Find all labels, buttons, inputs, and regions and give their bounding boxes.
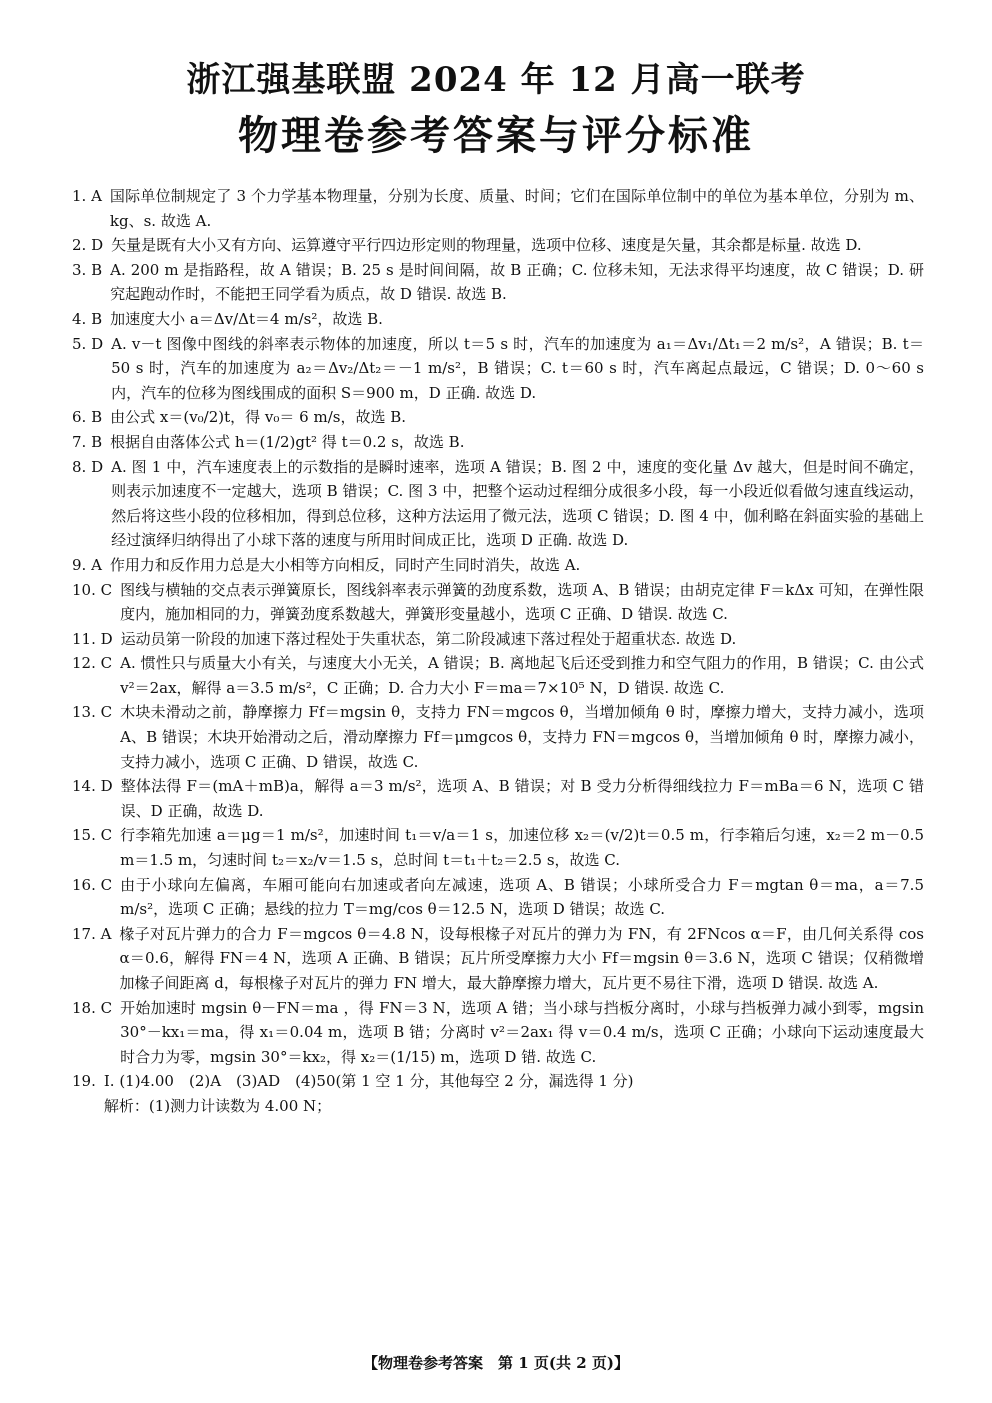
answer-item [72, 627, 924, 652]
explanation-line: 矢量是既有大小又有方向、运算遵守平行四边形定则的物理量，选项中位移、速度是矢量，其余都是标量. 故选 D. [111, 236, 862, 255]
answer-number: 17. A [72, 924, 112, 943]
explanation-line: 根据自由落体公式 h＝(1/2)gt² 得 t＝0.2 s，故选 B. [110, 432, 465, 451]
answer-explanation [120, 823, 924, 872]
answer-number: 4. B [72, 309, 103, 328]
explanation-line: 木块未滑动之前，静摩擦力 Ff＝mgsin θ，支持力 FN＝mgcos θ，当增加倾角 θ 时，摩擦力增大，支持力减小，选项 A、B 错误；木块开始滑动之后，滑动摩擦力 Ff＝μmgcos θ，支持力 FN＝mgcos θ，当增加倾角 θ 时，摩擦力减小，支持力减小，选项 C 正确、D 错误，故选 C. [120, 703, 924, 771]
answer-item [72, 774, 924, 823]
explanation-line: Ⅰ. (1)4.00 (2)A (3)AD (4)50(第 1 空 1 分，其他每空 2 分，漏选得 1 分) [103, 1072, 634, 1091]
answer-item [72, 405, 924, 430]
explanation-line: 行李箱先加速 a＝μg＝1 m/s²，加速时间 t₁＝v/a＝1 s，加速位移 x₂＝(v/2)t＝0.5 m，行李箱后匀速，x₂＝2 m－0.5 m＝1.5 m，匀速时间 t₂＝x₂/v＝1.5 s，总时间 t＝t₁＋t₂＝2.5 s，故选 C. [120, 826, 924, 870]
answer-number: 19. [72, 1072, 96, 1091]
answer-explanation [104, 1069, 924, 1118]
explanation-line: 运动员第一阶段的加速下落过程处于失重状态，第二阶段减速下落过程处于超重状态. 故选 D. [120, 629, 737, 648]
answer-explanation [121, 627, 924, 652]
answer-item [72, 578, 924, 627]
answer-item [72, 430, 924, 455]
answer-item [72, 184, 924, 233]
answer-item [72, 823, 924, 872]
answer-number: 13. C [72, 703, 113, 722]
answer-item [72, 258, 924, 307]
document-title: 浙江强基联盟 2024 年 12 月高一联考 [186, 60, 806, 100]
explanation-line: A. 图 1 中，汽车速度表上的示数指的是瞬时速率，选项 A 错误；B. 图 2 中，速度的变化量 Δv 越大，但是时间不确定，则表示加速度不一定越大，选项 B 错误；C. 图 3 中，把整个运动过程细分成很多小段，每一小段近似看做匀速直线运动，然后将这些小段的位移相加，得到总位移，这种方法运用了微元法，选项 C 错误；D. 图 4 中，伽利略在斜面实验的基础上经过演绎归纳得出了小球下落的速度与所用时间成正比，选项 D 正确. 故选 D. [111, 457, 924, 550]
answer-explanation [120, 996, 924, 1070]
answer-explanation [110, 405, 924, 430]
explanation-line: A. 惯性只与质量大小有关，与速度大小无关，A 错误；B. 离地起飞后还受到推力和空气阻力的作用，B 错误；C. 由公式 v²＝2ax，解得 a＝3.5 m/s²，C 正确；D. 合力大小 F＝ma＝7×10⁵ N，D 错误. 故选 C. [120, 654, 924, 697]
answer-number: 15. C [72, 826, 113, 845]
answer-number: 14. D [72, 777, 113, 796]
answer-item [72, 307, 924, 332]
explanation-line: 解析：(1)测力计读数为 4.00 N； [103, 1096, 332, 1115]
answer-explanation [110, 258, 924, 307]
explanation-line: A. 200 m 是指路程，故 A 错误；B. 25 s 是时间间隔，故 B 正确；C. 位移未知，无法求得平均速度，故 C 错误；D. 研究起跑动作时，不能把王同学看为质点，故 D 错误. 故选 B. [110, 260, 924, 304]
answer-number: 7. B [72, 432, 103, 451]
answer-list [72, 184, 924, 1119]
answer-item [72, 1069, 924, 1118]
explanation-line: 作用力和反作用力总是大小相等方向相反，同时产生同时消失，故选 A. [109, 555, 581, 574]
answer-number: 5. D [72, 334, 104, 353]
answer-number: 1. A [72, 187, 102, 205]
answer-explanation [111, 332, 924, 406]
explanation-line: 国际单位制规定了 3 个力学基本物理量，分别为长度、质量、时间；它们在国际单位制中的单位为基本单位，分别为 m、kg、s. 故选 A. [109, 187, 924, 230]
answer-item [72, 873, 924, 922]
explanation-line: 由于小球向左偏离，车厢可能向右加速或者向左减速，选项 A、B 错误；小球所受合力 F＝mgtan θ＝ma，a＝7.5 m/s²，选项 C 正确；悬线的拉力 T＝mg/cos θ＝12.5 N，选项 D 错误；故选 C. [120, 875, 924, 919]
answer-explanation [110, 553, 924, 578]
answer-explanation [110, 307, 924, 332]
answer-explanation [111, 233, 924, 258]
answer-item [72, 996, 924, 1070]
answer-item [72, 651, 924, 700]
answer-explanation [120, 651, 924, 700]
explanation-line: 由公式 x＝(v₀/2)t，得 v₀＝ 6 m/s，故选 B. [110, 408, 407, 427]
answer-number: 2. D [72, 236, 104, 255]
answer-explanation [119, 922, 924, 996]
answer-number: 18. C [72, 998, 113, 1017]
answer-number: 16. C [72, 875, 113, 894]
answer-number: 9. A [72, 555, 102, 574]
document-subtitle: 物理卷参考答案与评分标准 [238, 112, 754, 159]
answer-item [72, 455, 924, 553]
answer-explanation [110, 430, 924, 455]
answer-explanation [110, 184, 924, 233]
answer-number: 3. B [72, 260, 103, 279]
explanation-line: 图线与横轴的交点表示弹簧原长，图线斜率表示弹簧的劲度系数，选项 A、B 错误；由胡克定律 F＝kΔx 可知，在弹性限度内，施加相同的力，弹簧劲度系数越大，弹簧形变量越小，选项 C 正确、D 错误. 故选 C. [120, 580, 924, 624]
answer-number: 8. D [72, 457, 104, 476]
page-footer: 【物理卷参考答案 第 1 页(共 2 页)】 [363, 1354, 629, 1372]
answer-explanation [120, 578, 924, 627]
explanation-line: 整体法得 F＝(mA＋mB)a，解得 a＝3 m/s²，选项 A、B 错误；对 B 受力分析得细线拉力 F＝mBa＝6 N，选项 C 错误、D 正确，故选 D. [120, 777, 924, 820]
answer-explanation [120, 700, 924, 774]
answer-number: 10. C [72, 580, 113, 599]
answer-number: 11. D [72, 629, 113, 648]
explanation-line: 椽子对瓦片弹力的合力 F＝mgcos θ＝4.8 N，设每根椽子对瓦片的弹力为 FN，有 2FNcos α＝F，由几何关系得 cos α＝0.6，解得 FN＝4 N，选项 A 正确、B 错误；瓦片所受摩擦力大小 Ff＝mgsin θ＝3.6 N，选项 C 错误；仅稍微增加椽子间距离 d，每根椽子对瓦片的弹力 FN 增大，最大静摩擦力增大，瓦片更不易往下滑，选项 D 错误. 故选 A. [119, 924, 924, 992]
answer-item [72, 233, 924, 258]
answer-item [72, 700, 924, 774]
explanation-line: A. v－t 图像中图线的斜率表示物体的加速度，所以 t＝5 s 时，汽车的加速度为 a₁＝Δv₁/Δt₁＝2 m/s²，A 错误；B. t＝50 s 时，汽车的加速度为 a₂＝Δv₂/Δt₂＝－1 m/s²，B 错误；C. t＝60 s 时，汽车离起点最远，C 错误；D. 0～60 s 内，汽车的位移为图线围成的面积 S＝900 m，D 正确. 故选 D. [111, 334, 924, 402]
explanation-line: 加速度大小 a＝Δv/Δt＝4 m/s²，故选 B. [110, 309, 383, 328]
explanation-line: 开始加速时 mgsin θ－FN＝ma ，得 FN＝3 N，选项 A 错；当小球与挡板分离时，小球与挡板弹力减小到零，mgsin 30°－kx₁＝ma，得 x₁＝0.04 m，选项 B 错；分离时 v²＝2ax₁ 得 v＝0.4 m/s，选项 C 正确；小球向下运动速度最大时合力为零，mgsin 30°＝kx₂，得 x₂＝(1/15) m，选项 D 错. 故选 C. [120, 998, 924, 1066]
answer-explanation [120, 873, 924, 922]
answer-explanation [121, 774, 924, 823]
answer-number: 6. B [72, 408, 103, 427]
answer-number: 12. C [72, 654, 113, 673]
answer-item [72, 922, 924, 996]
answer-explanation [111, 455, 924, 553]
answer-item [72, 332, 924, 406]
answer-item [72, 553, 924, 578]
